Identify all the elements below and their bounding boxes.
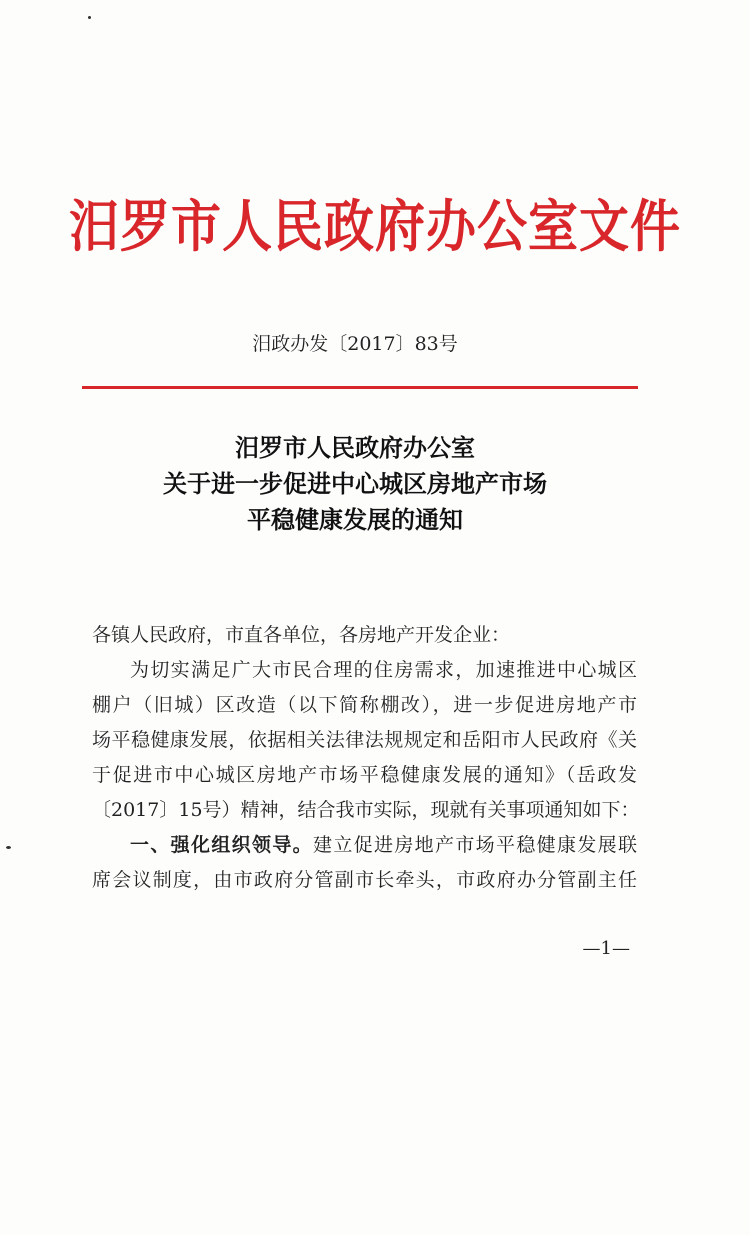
notice-body [92,618,640,898]
scan-speck [88,16,91,19]
paragraph-line: 场平稳健康发展，依据相关法律法规规定和岳阳市人民政府《关 [92,729,637,751]
page-number: —1— [582,938,630,959]
notice-title [0,430,710,538]
salutation: 各镇人民政府，市直各单位，各房地产开发企业： [92,624,511,646]
paragraph-line: 为切实满足广大市民合理的住房需求，加速推进中心城区 [130,659,637,681]
paragraph-line: 〔2017〕15号）精神，结合我市实际，现就有关事项通知如下： [92,799,640,821]
section-lead: 一、强化组织领导。 [130,834,313,856]
section-heading-line [92,828,637,863]
notice-title-line: 平稳健康发展的通知 [247,505,463,534]
paragraph-line: 棚户（旧城）区改造（以下简称棚改），进一步促进房地产市 [92,694,637,716]
scan-speck [6,846,11,849]
paragraph-line: 于促进市中心城区房地产市场平稳健康发展的通知》（岳政发 [92,764,637,786]
document-number: 汨政办发〔2017〕83号 [252,333,458,355]
notice-title-line: 汨罗市人民政府办公室 [235,433,475,462]
notice-title-line: 关于进一步促进中心城区房地产市场 [163,469,547,498]
section-text: 建立促进房地产市场平稳健康发展联 [313,834,637,856]
issuer-title: 汨罗市人民政府办公室文件 [69,193,681,260]
red-divider-line [82,386,638,389]
paragraph-line: 席会议制度，由市政府分管副市长牵头，市政府办分管副主任 [92,869,637,891]
